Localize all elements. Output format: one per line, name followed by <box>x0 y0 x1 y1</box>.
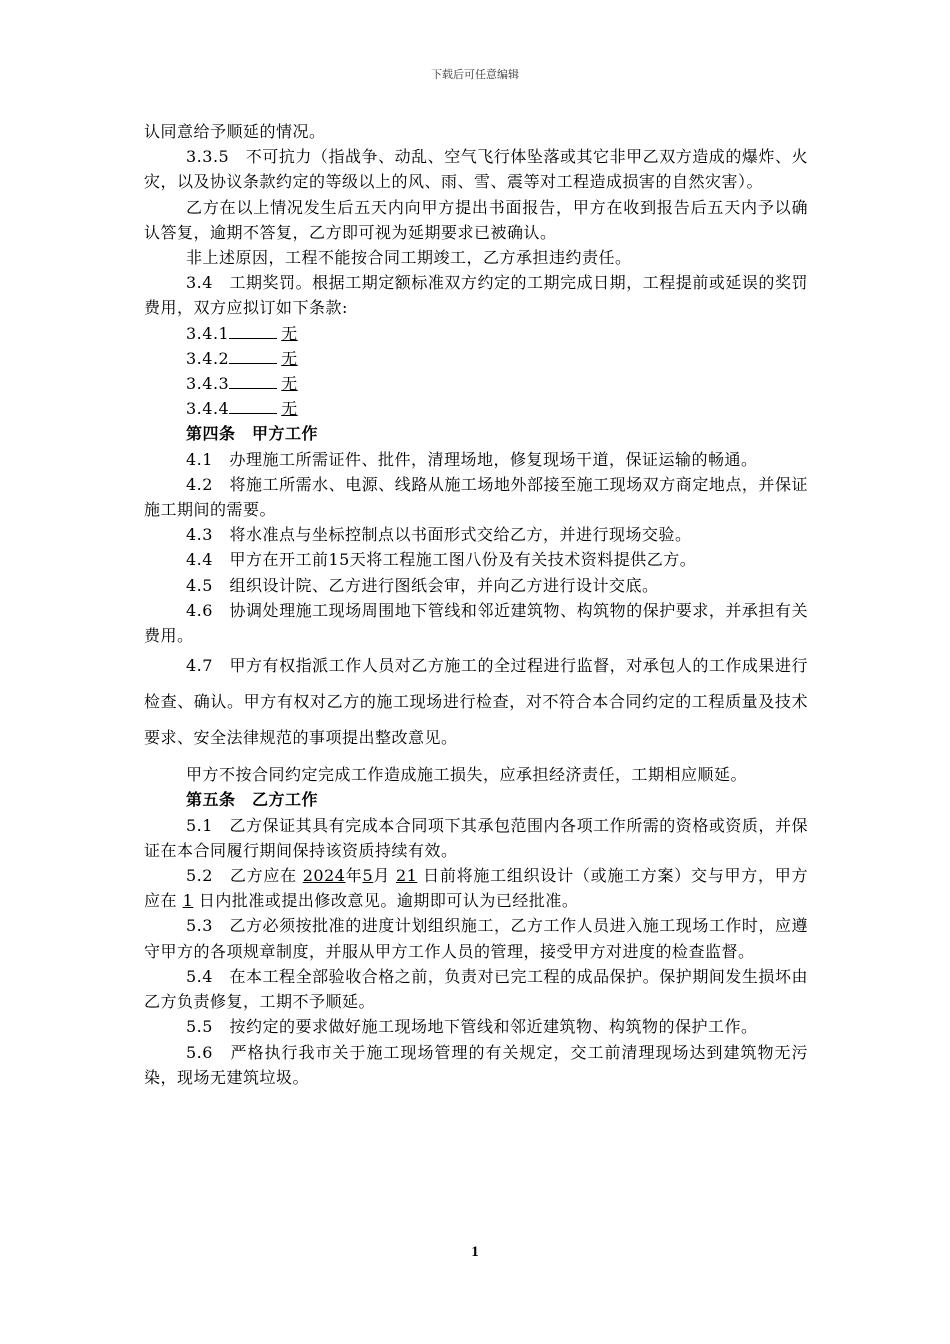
day-value: 21 <box>395 866 418 886</box>
clause-4-5: 4.5 组织设计院、乙方进行图纸会审，并向乙方进行设计交底。 <box>186 575 659 595</box>
clause-value: 无 <box>281 348 298 368</box>
clause-value: 无 <box>281 323 298 343</box>
document-body <box>144 119 808 1090</box>
clause-number: 3.4.1 <box>186 323 230 343</box>
page-number: 1 <box>471 1244 479 1260</box>
paragraph: 非上述原因，工程不能按合同工期竣工，乙方承担违约责任。 <box>186 248 632 268</box>
text-fragment: 5.2 乙方应在 <box>186 866 303 886</box>
text-fragment: 日前将施工组织设计（或施工方案）交与甲方，甲方应在 <box>144 866 808 911</box>
clause-3-4-1 <box>144 321 808 346</box>
paragraph: 乙方在以上情况发生后五天内向甲方提出书面报告，甲方在收到报告后五天内予以确认答复，逾期不答复，乙方即可视为延期要求已被确认。 <box>144 197 808 242</box>
clause-4-3: 4.3 将水准点与坐标控制点以书面形式交给乙方，并进行现场交验。 <box>186 525 692 545</box>
clause-4-1: 4.1 办理施工所需证件、批件，清理场地，修复现场干道，保证运输的畅通。 <box>186 449 758 469</box>
clause-4-4: 4.4 甲方在开工前15天将工程施工图八份及有关技术资料提供乙方。 <box>186 550 697 570</box>
text-fragment: 年 <box>345 866 363 886</box>
approval-days-value: 1 <box>182 891 194 911</box>
month-value: 5 <box>362 866 374 886</box>
clause-4-7: 4.7 甲方有权指派工作人员对乙方施工的全过程进行监督，对承包人的工作成果进行检查、确认。甲方有权对乙方的施工现场进行检查，对不符合本合同约定的工程质量及技术要求、安全法律规范的事项提出整改意见。 <box>144 656 808 748</box>
text-fragment: 月 <box>373 866 396 886</box>
fill-line <box>229 371 277 389</box>
year-value: 2024 <box>302 866 346 886</box>
article-5-heading: 第五条 乙方工作 <box>186 790 319 810</box>
clause-4-6: 4.6 协调处理施工现场周围地下管线和邻近建筑物、构筑物的保护要求，并承担有关费用。 <box>144 600 808 646</box>
text-fragment: 日内批准或提出修改意见。逾期即可认为已经批准。 <box>193 891 579 911</box>
paragraph: 认同意给予顺延的情况。 <box>144 122 326 141</box>
clause-5-1: 5.1 乙方保证其具有完成本合同项下其承包范围内各项工作所需的资格或资质，并保证在本合同履行期间保持该资质持续有效。 <box>144 815 808 860</box>
clause-value: 无 <box>281 399 298 419</box>
clause-5-5: 5.5 按约定的要求做好施工现场地下管线和邻近建筑物、构筑物的保护工作。 <box>186 1017 758 1037</box>
clause-3-4-3 <box>144 371 808 396</box>
clause-5-3: 5.3 乙方必须按批准的进度计划组织施工，乙方工作人员进入施工现场工作时，应遵守甲方的各项规章制度，并服从甲方工作人员的管理，接受甲方对进度的检查监督。 <box>144 916 808 961</box>
fill-line <box>229 396 277 414</box>
page-header: 下载后可任意编辑 <box>431 68 519 81</box>
clause-number: 3.4.2 <box>186 348 230 368</box>
fill-line <box>229 346 277 364</box>
clause-number: 3.4.3 <box>186 374 230 394</box>
clause-4-2: 4.2 将施工所需水、电源、线路从施工场地外部接至施工现场双方商定地点，并保证施工期间的需要。 <box>144 474 808 520</box>
fill-line <box>229 321 277 339</box>
clause-5-2 <box>144 863 808 913</box>
clause-number: 3.4.4 <box>186 399 230 419</box>
article-4-note: 甲方不按合同约定完成工作造成施工损失，应承担经济责任，工期相应顺延。 <box>186 765 748 785</box>
clause-3-3-5: 3.3.5 不可抗力（指战争、动乱、空气飞行体坠落或其它非甲乙双方造成的爆炸、火灾，以及协议条款约定的等级以上的风、雨、雪、震等对工程造成损害的自然灾害）。 <box>144 147 808 192</box>
clause-5-6: 5.6 严格执行我市关于施工现场管理的有关规定，交工前清理现场达到建筑物无污染，现场无建筑垃圾。 <box>144 1042 808 1087</box>
clause-3-4: 3.4 工期奖罚。根据工期定额标准双方约定的工期完成日期，工程提前或延误的奖罚费用，双方应拟订如下条款: <box>144 273 808 318</box>
clause-5-4: 5.4 在本工程全部验收合格之前，负责对已完工程的成品保护。保护期间发生损坏由乙方负责修复，工期不予顺延。 <box>144 966 808 1012</box>
clause-3-4-4 <box>144 396 808 421</box>
clause-value: 无 <box>281 374 298 394</box>
clause-3-4-2 <box>144 346 808 371</box>
article-4-heading: 第四条 甲方工作 <box>186 424 319 444</box>
